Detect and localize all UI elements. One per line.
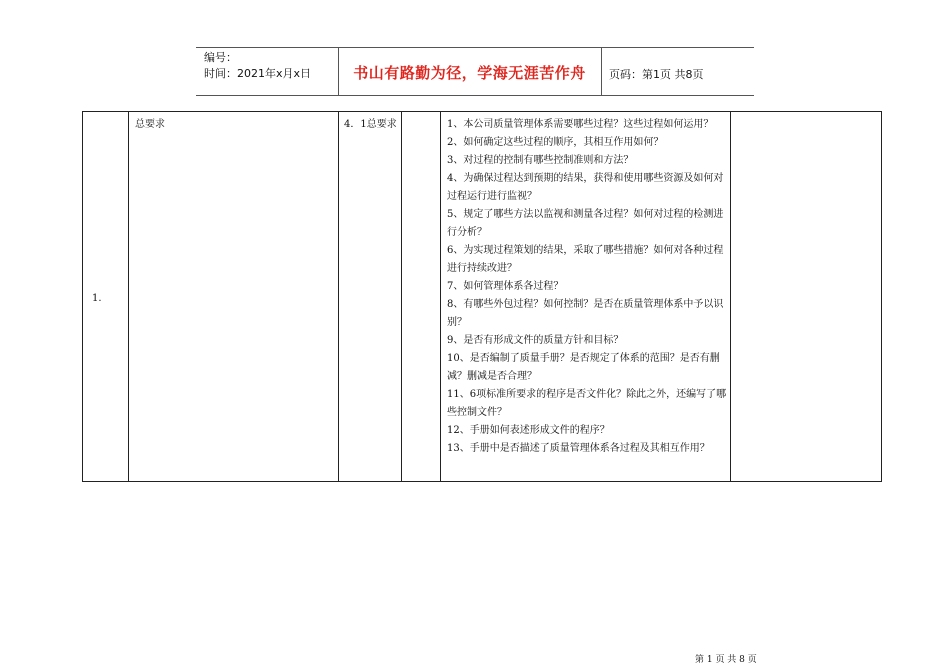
page-footer: 第 1 页 共 8 页 [695, 655, 757, 665]
list-item: 10、是否编制了质量手册？是否规定了体系的范围？是否有删减？删减是否合理？ [447, 353, 720, 382]
list-item: 9、是否有形成文件的质量方针和目标？ [447, 335, 624, 346]
header-top-rule [196, 47, 754, 48]
time-label: 时间：2021年x月x日 [204, 67, 312, 80]
list-item: 4、为确保过程达到预期的结果，获得和使用哪些资源及如何对过程运行进行监视？ [447, 173, 724, 202]
list-item: 2、如何确定这些过程的顺序，其相互作用如何？ [447, 137, 664, 148]
list-item: 1、本公司质量管理体系需要哪些过程？这些过程如何运用？ [447, 119, 714, 130]
row-title: 总要求 [135, 119, 165, 130]
list-item: 7、如何管理体系各过程？ [447, 281, 564, 292]
header-bottom-rule [196, 95, 754, 96]
header-divider [601, 47, 602, 95]
table-column-divider [730, 111, 731, 482]
table-column-divider [401, 111, 402, 482]
list-item: 6、为实现过程策划的结果，采取了哪些措施？如何对各种过程进行持续改进？ [447, 245, 724, 274]
header-meta [204, 50, 311, 82]
list-item: 12、手册如何表述形成文件的程序？ [447, 425, 610, 436]
table-column-divider [128, 111, 129, 482]
list-item: 3、对过程的控制有哪些控制准则和方法？ [447, 155, 634, 166]
code-label: 编号： [204, 51, 237, 64]
header-motto: 书山有路勤为径，学海无涯苦作舟 [353, 64, 586, 82]
table-column-divider [338, 111, 339, 482]
clause-cell: 4．1总要求 [344, 119, 397, 130]
list-item: 8、有哪些外包过程？如何控制？是否在质量管理体系中予以识别？ [447, 299, 724, 328]
list-item: 13、手册中是否描述了质量管理体系各过程及其相互作用？ [447, 443, 710, 454]
row-number: 1. [92, 293, 102, 304]
table-column-divider [440, 111, 441, 482]
list-item: 5、规定了哪些方法以监视和测量各过程？如何对过程的检测进行分析？ [447, 209, 724, 238]
list-item: 11、6项标准所要求的程序是否文件化？除此之外，还编写了哪些控制文件？ [447, 389, 727, 418]
question-list [447, 116, 727, 458]
header-page-info: 页码：第1页 共8页 [609, 68, 704, 81]
